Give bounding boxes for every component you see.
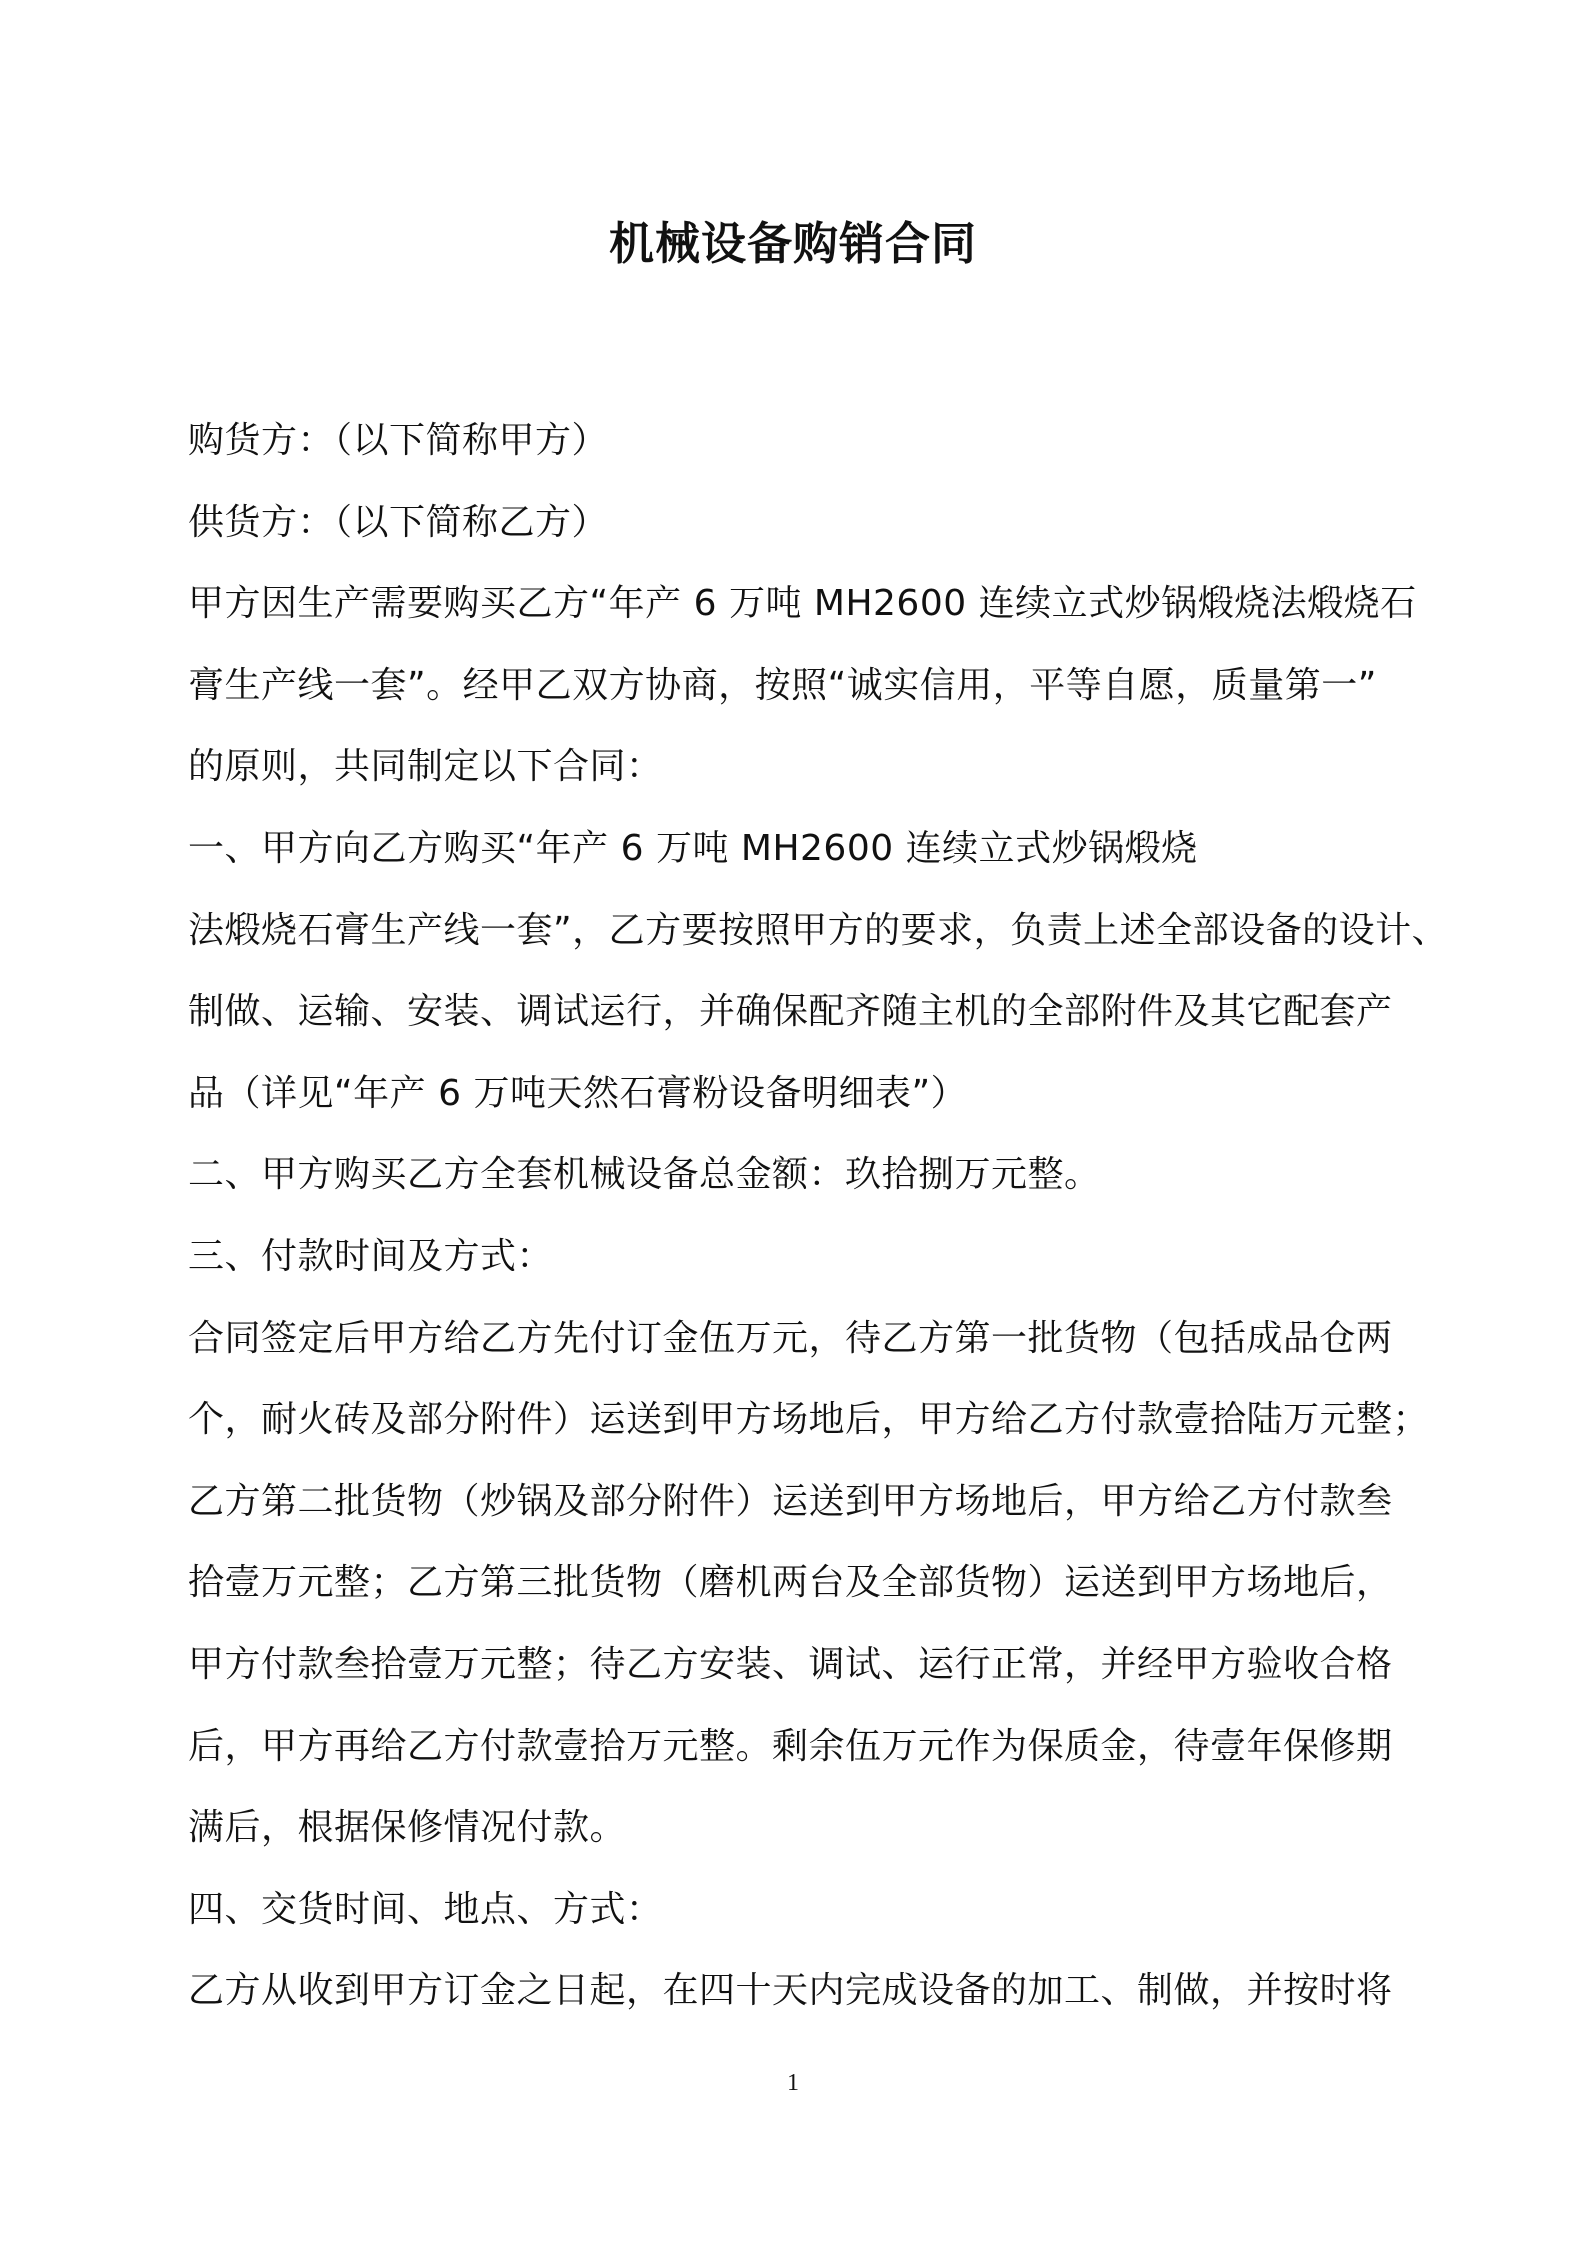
text-line-supplier: 供货方：（以下简称乙方） <box>188 501 609 543</box>
text-line: 乙方从收到甲方订金之日起，在四十天内完成设备的加工、制做，并按时将 <box>188 1970 1393 2012</box>
text-line: 法煅烧石膏生产线一套”，乙方要按照甲方的要求，负责上述全部设备的设计、 <box>188 909 1449 951</box>
clause-4-heading: 四、交货时间、地点、方式： <box>188 1888 663 1930</box>
clause-1-heading: 一、甲方向乙方购买“年产 6 万吨 MH2600 连续立式炒锅煅烧 <box>188 827 1198 869</box>
clause-2-heading: 二、甲方购买乙方全套机械设备总金额：玖拾捌万元整。 <box>188 1154 1101 1196</box>
text-line: 甲方因生产需要购买乙方“年产 6 万吨 MH2600 连续立式炒锅煅烧法煅烧石 <box>188 583 1417 625</box>
text-line-buyer: 购货方：（以下简称甲方） <box>188 420 609 461</box>
text-line: 满后，根据保修情况付款。 <box>188 1807 627 1849</box>
text-line: 合同签定后甲方给乙方先付订金伍万元，待乙方第一批货物（包括成品仓两 <box>188 1317 1393 1359</box>
text-line: 个，耐火砖及部分附件）运送到甲方场地后，甲方给乙方付款壹拾陆万元整； <box>188 1399 1430 1441</box>
clause-3-heading: 三、付款时间及方式： <box>188 1235 554 1277</box>
document-title: 机械设备购销合同 <box>608 217 977 270</box>
text-line: 膏生产线一套”。经甲乙双方协商，按照“诚实信用，平等自愿，质量第一” <box>188 664 1377 706</box>
text-line: 后，甲方再给乙方付款壹拾万元整。剩余伍万元作为保质金，待壹年保修期 <box>188 1725 1393 1767</box>
text-line: 制做、运输、安装、调试运行，并确保配齐随主机的全部附件及其它配套产 <box>188 991 1393 1033</box>
text-line: 拾壹万元整；乙方第三批货物（磨机两台及全部货物）运送到甲方场地后， <box>188 1562 1393 1604</box>
text-line: 乙方第二批货物（炒锅及部分附件）运送到甲方场地后，甲方给乙方付款叁 <box>188 1480 1393 1522</box>
text-line: 品（详见“年产 6 万吨天然石膏粉设备明细表”） <box>188 1072 968 1114</box>
text-line: 甲方付款叁拾壹万元整；待乙方安装、调试、运行正常，并经甲方验收合格 <box>188 1643 1393 1685</box>
contract-body <box>188 400 1449 2032</box>
text-line: 的原则，共同制定以下合同： <box>188 746 663 788</box>
page-number: 1 <box>787 2070 799 2096</box>
